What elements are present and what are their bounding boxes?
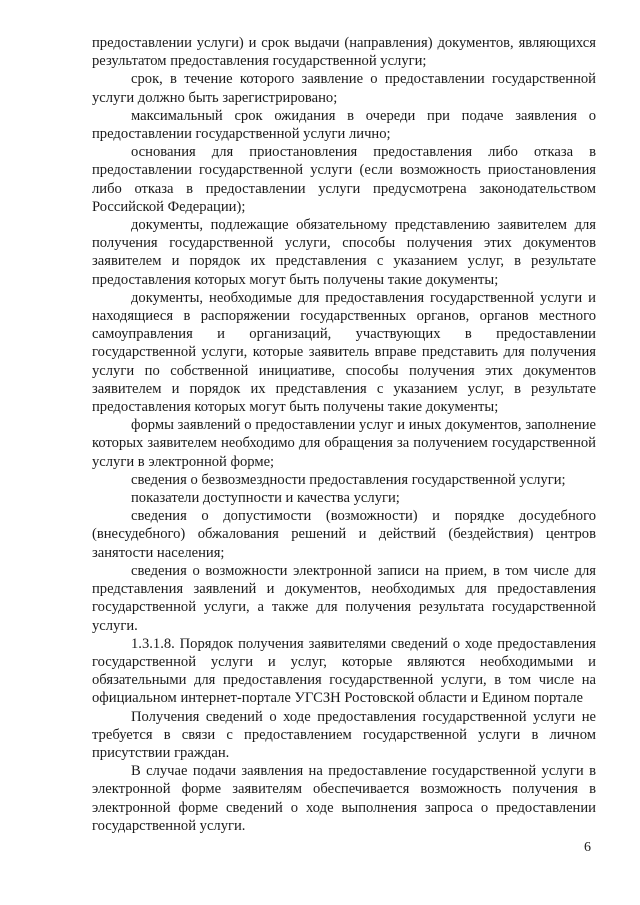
- section-heading-1-3-1-8: 1.3.1.8. Порядок получения заявителями сведений о ходе предоставления государственной услуги и услуг, которые являются необходимыми и обязательными для предоставления государственной услуги, в том числе на официальном интернет-портале УГСЗН Ростовской области и Едином портале: [92, 635, 596, 707]
- paragraph-3: максимальный срок ожидания в очереди при подаче заявления о предоставлении государственной услуги лично;: [92, 107, 596, 143]
- paragraph-2: срок, в течение которого заявление о предоставлении государственной услуги должно быть зарегистрировано;: [92, 71, 596, 106]
- paragraph-11: сведения о возможности электронной записи на прием, в том числе для представления заявлений и документов, необходимых для предоставления государственной услуги, а также для получения результата государственной услуги.: [92, 562, 596, 634]
- paragraph-7: формы заявлений о предоставлении услуг и иных документов, заполнение которых заявителем необходимо для обращения за получением государственной услуги в электронной форме;: [92, 417, 596, 470]
- paragraph-6: документы, необходимые для предоставления государственной услуги и находящиеся в распоряжении государственных органов, органов местного самоуправления и организаций, участвующих в предоставлении государственной услуги, которые заявитель вправе представить для получения услуги по собственной инициативе, способы получения этих документов заявителем и порядок их представления с указанием услуг, в результате предоставления которых могут быть получены такие документы;: [92, 289, 596, 416]
- paragraph-8: сведения о безвозмездности предоставления государственной услуги;: [131, 471, 566, 488]
- paragraph-5: документы, подлежащие обязательному представлению заявителем для получения государственной услуги, способы получения этих документов заявителем и порядок их представления с указанием услуг, в результате предоставления которых могут быть получены такие документы;: [92, 217, 596, 288]
- document-page: [92, 34, 596, 835]
- page-number: 6: [584, 840, 591, 855]
- paragraph-10: сведения о допустимости (возможности) и порядке досудебного (внесудебного) обжалования решений и действий (бездействия) центров занятости населения;: [92, 508, 596, 561]
- paragraph-14: В случае подачи заявления на предоставление государственной услуги в электронной форме заявителям обеспечивается возможность получения в электронной форме сведений о ходе выполнения запроса о предоставлении государственной услуги.: [92, 763, 596, 834]
- paragraph-9: показатели доступности и качества услуги;: [131, 490, 400, 507]
- paragraph-1: предоставлении услуги) и срок выдачи (направления) документов, являющихся результатом предоставления государственной услуги;: [92, 35, 596, 70]
- paragraph-13: Получения сведений о ходе предоставления государственной услуги не требуется в связи с предоставлением государственной услуги в личном присутствии граждан.: [92, 708, 596, 761]
- paragraph-4: основания для приостановления предоставления либо отказа в предоставлении государственной услуги (если возможность приостановления либо отказа в предоставлении услуги предусмотрена законодательством Российской Федерации);: [92, 144, 596, 215]
